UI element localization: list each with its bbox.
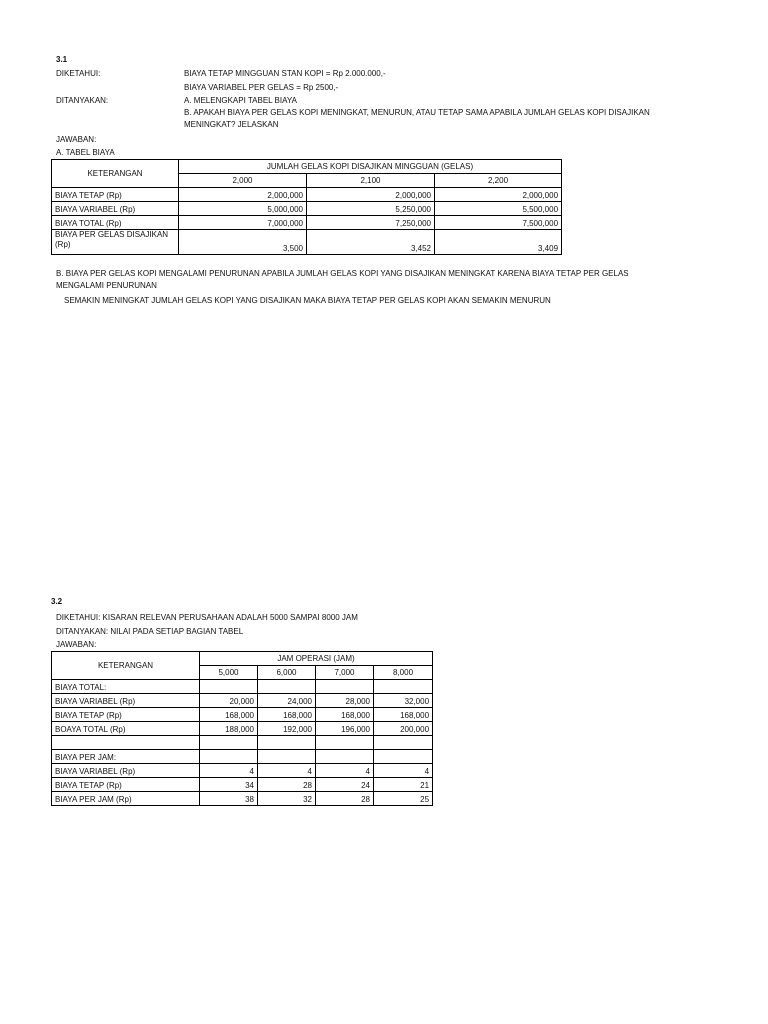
row-label-variable-cost-per-hour[interactable]: BIAYA VARIABEL (Rp) — [52, 764, 200, 778]
table-row — [52, 680, 433, 694]
table-row — [52, 230, 562, 255]
answer-label: JAWABAN: — [56, 135, 97, 144]
table-row — [52, 750, 433, 764]
table-cell[interactable]: 5,500,000 — [435, 202, 562, 216]
table-row — [52, 736, 433, 750]
table-cell[interactable]: 168,000 — [316, 708, 374, 722]
table-row — [52, 694, 433, 708]
table-row — [52, 202, 562, 216]
cost-table-3-1 — [51, 159, 562, 255]
section2-asked: DITANYAKAN: NILAI PADA SETIAP BAGIAN TABEL — [56, 627, 244, 636]
table-header-row — [52, 652, 433, 666]
column-header-2200[interactable]: 2,200 — [435, 174, 562, 188]
table-cell[interactable] — [200, 736, 258, 750]
table-cell[interactable]: 200,000 — [374, 722, 433, 736]
answer-b-line2: MENGALAMI PENURUNAN — [56, 281, 157, 290]
hours-group-header[interactable]: JAM OPERASI (JAM) — [200, 652, 433, 666]
row-label-fixed-cost[interactable]: BIAYA TETAP (Rp) — [52, 708, 200, 722]
table-row — [52, 722, 433, 736]
table-cell[interactable] — [258, 680, 316, 694]
table-cell[interactable]: 196,000 — [316, 722, 374, 736]
section2-number: 3.2 — [51, 597, 63, 606]
row-label-total-cost[interactable]: BOAYA TOTAL (Rp) — [52, 722, 200, 736]
column-header-5000[interactable]: 5,000 — [200, 666, 258, 680]
column-header-8000[interactable]: 8,000 — [374, 666, 433, 680]
table-cell[interactable]: 3,409 — [435, 230, 562, 255]
table-cell[interactable]: 5,000,000 — [179, 202, 307, 216]
table-cell[interactable]: 28 — [258, 778, 316, 792]
per-hour-heading[interactable]: BIAYA PER JAM: — [52, 750, 200, 764]
table-cell[interactable] — [316, 680, 374, 694]
column-header-7000[interactable]: 7,000 — [316, 666, 374, 680]
table-cell[interactable] — [374, 736, 433, 750]
keterangan-header[interactable]: KETERANGAN — [52, 652, 200, 680]
table-cell[interactable]: 24 — [316, 778, 374, 792]
table-cell[interactable]: 32 — [258, 792, 316, 806]
table-cell[interactable]: 4 — [374, 764, 433, 778]
table-row — [52, 778, 433, 792]
table-cell[interactable]: 20,000 — [200, 694, 258, 708]
table-cell[interactable]: 3,452 — [307, 230, 435, 255]
table-cell[interactable]: 192,000 — [258, 722, 316, 736]
table-cell[interactable]: 2,000,000 — [435, 188, 562, 202]
row-label-total-cost[interactable]: BIAYA TOTAL (Rp) — [52, 216, 179, 230]
row-label-cost-per-cup[interactable] — [52, 230, 179, 255]
asked-item-b-line2: MENINGKAT? JELASKAN — [184, 120, 279, 129]
table-cell[interactable] — [52, 736, 200, 750]
table-cell[interactable]: 4 — [200, 764, 258, 778]
table-row — [52, 792, 433, 806]
table-cell[interactable]: 4 — [258, 764, 316, 778]
table-cell[interactable]: 34 — [200, 778, 258, 792]
table-cell[interactable]: 28 — [316, 792, 374, 806]
table-cell[interactable]: 2,000,000 — [307, 188, 435, 202]
table-cell[interactable]: 7,500,000 — [435, 216, 562, 230]
table-cell[interactable]: 32,000 — [374, 694, 433, 708]
table-cell[interactable]: 5,250,000 — [307, 202, 435, 216]
row-label-cost-per-hour[interactable]: BIAYA PER JAM (Rp) — [52, 792, 200, 806]
table-cell[interactable]: 7,250,000 — [307, 216, 435, 230]
cost-table-3-2 — [51, 651, 433, 806]
table-cell[interactable]: 38 — [200, 792, 258, 806]
column-header-2100[interactable]: 2,100 — [307, 174, 435, 188]
column-header-6000[interactable]: 6,000 — [258, 666, 316, 680]
cups-group-header[interactable]: JUMLAH GELAS KOPI DISAJIKAN MINGGUAN (GELAS) — [179, 160, 562, 174]
table-cell[interactable] — [200, 750, 258, 764]
table-cell[interactable] — [316, 736, 374, 750]
section2-given: DIKETAHUI: KISARAN RELEVAN PERUSAHAAN ADALAH 5000 SAMPAI 8000 JAM — [56, 613, 358, 622]
table-cell[interactable]: 24,000 — [258, 694, 316, 708]
total-cost-heading[interactable]: BIAYA TOTAL: — [52, 680, 200, 694]
asked-item-a: A. MELENGKAPI TABEL BIAYA — [184, 96, 297, 105]
row-label-variable-cost[interactable]: BIAYA VARIABEL (Rp) — [52, 202, 179, 216]
table-cell[interactable]: 168,000 — [200, 708, 258, 722]
table-cell[interactable] — [316, 750, 374, 764]
table-cell[interactable] — [200, 680, 258, 694]
asked-item-b-line1: B. APAKAH BIAYA PER GELAS KOPI MENINGKAT, MENURUN, ATAU TETAP SAMA APABILA JUMLAH GELAS KOPI DISAJIKAN — [184, 108, 650, 117]
table-cell[interactable]: 7,000,000 — [179, 216, 307, 230]
table-cell[interactable] — [374, 750, 433, 764]
answer-b-line1: B. BIAYA PER GELAS KOPI MENGALAMI PENURUNAN APABILA JUMLAH GELAS KOPI YANG DISAJIKAN MENINGKAT KARENA BIAYA TETAP PER GELAS — [56, 269, 629, 278]
table-cell[interactable]: 25 — [374, 792, 433, 806]
table-row — [52, 188, 562, 202]
table-cell[interactable] — [258, 750, 316, 764]
asked-label: DITANYAKAN: — [56, 96, 109, 105]
column-header-2000[interactable]: 2,000 — [179, 174, 307, 188]
given-label: DIKETAHUI: — [56, 69, 101, 78]
section1-number: 3.1 — [56, 55, 68, 64]
table-cell[interactable]: 168,000 — [374, 708, 433, 722]
section2-answer-label: JAWABAN: — [56, 640, 97, 649]
table-cell[interactable]: 2,000,000 — [179, 188, 307, 202]
given-fixed-cost: BIAYA TETAP MINGGUAN STAN KOPI = Rp 2.000.000,- — [184, 69, 386, 78]
table-row — [52, 216, 562, 230]
table-cell[interactable]: 4 — [316, 764, 374, 778]
row-label-fixed-cost-per-hour[interactable]: BIAYA TETAP (Rp) — [52, 778, 200, 792]
table-cell[interactable] — [258, 736, 316, 750]
table-cell[interactable]: 3,500 — [179, 230, 307, 255]
table-cell[interactable]: 168,000 — [258, 708, 316, 722]
table-cell[interactable]: 188,000 — [200, 722, 258, 736]
table-header-row — [52, 160, 562, 174]
table-row — [52, 764, 433, 778]
row-label-line: (Rp) — [55, 240, 71, 249]
row-label-variable-cost[interactable]: BIAYA VARIABEL (Rp) — [52, 694, 200, 708]
row-label-line: BIAYA PER GELAS DISAJIKAN — [55, 230, 169, 239]
table-cell[interactable] — [374, 680, 433, 694]
answer-b-line3: SEMAKIN MENINGKAT JUMLAH GELAS KOPI YANG DISAJIKAN MAKA BIAYA TETAP PER GELAS KOPI AKAN SEMAKIN MENURUN — [64, 296, 551, 305]
row-label-fixed-cost[interactable]: BIAYA TETAP (Rp) — [52, 188, 179, 202]
table-row — [52, 708, 433, 722]
given-variable-cost: BIAYA VARIABEL PER GELAS = Rp 2500,- — [184, 83, 339, 92]
keterangan-header[interactable]: KETERANGAN — [52, 160, 179, 188]
table-cell[interactable]: 21 — [374, 778, 433, 792]
cost-table-title: A. TABEL BIAYA — [56, 148, 115, 157]
table-cell[interactable]: 28,000 — [316, 694, 374, 708]
